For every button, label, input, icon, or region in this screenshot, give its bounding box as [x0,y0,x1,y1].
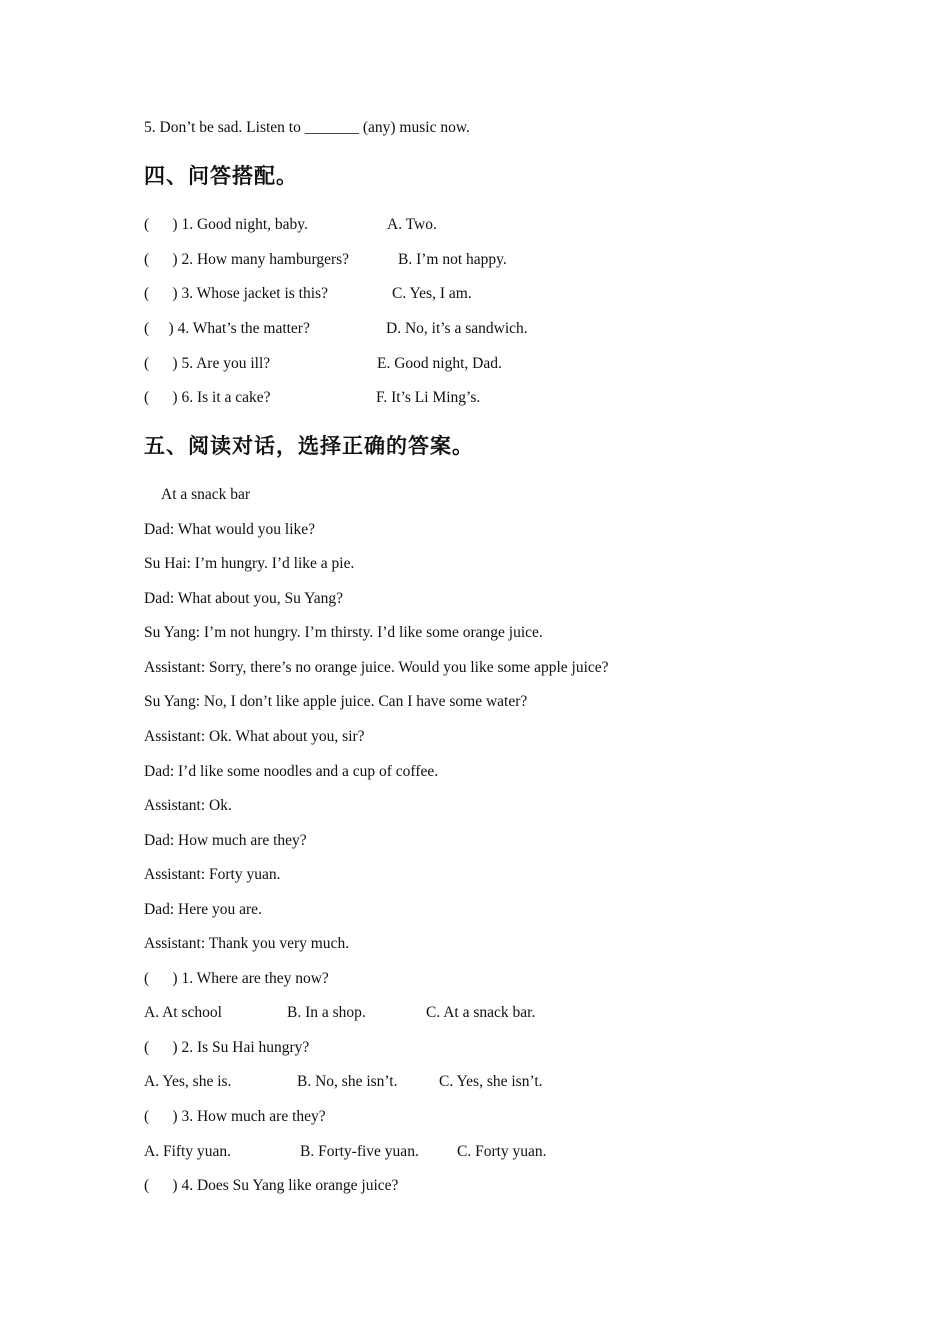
dialogue-title: At a snack bar [161,486,251,503]
section-4-heading: 四、问答搭配。 [144,164,298,188]
dialogue-line: Assistant: Thank you very much. [144,935,350,952]
reading-question-2: ( ) 2. Is Su Hai hungry? [144,1039,310,1056]
dialogue-line: Su Yang: No, I don’t like apple juice. Can I have some water? [144,693,528,710]
dialogue-line: Assistant: Ok. [144,797,232,814]
dialogue-line: Assistant: Ok. What about you, sir? [144,728,365,745]
match-answer: F. It’s Li Ming’s. [376,389,481,406]
option-b: B. In a shop. [287,1004,366,1021]
dialogue-line: Dad: I’d like some noodles and a cup of coffee. [144,763,439,780]
match-answer: E. Good night, Dad. [377,355,502,372]
match-question: ( ) 3. Whose jacket is this? [144,285,328,302]
options-row-1 [144,1003,744,1023]
reading-question-3: ( ) 3. How much are they? [144,1108,326,1125]
option-a: A. Fifty yuan. [144,1143,231,1160]
options-row-3 [144,1142,744,1162]
dialogue-line: Assistant: Forty yuan. [144,866,281,883]
option-b: B. Forty-five yuan. [300,1143,419,1160]
option-c: C. Forty yuan. [457,1143,547,1160]
option-b: B. No, she isn’t. [297,1073,398,1090]
reading-question-4: ( ) 4. Does Su Yang like orange juice? [144,1177,399,1194]
match-answer: D. No, it’s a sandwich. [386,320,528,337]
section-5-heading: 五、阅读对话，选择正确的答案。 [144,434,474,458]
dialogue-line: Dad: What would you like? [144,521,316,538]
dialogue-line: Dad: Here you are. [144,901,262,918]
match-answer: A. Two. [387,216,437,233]
option-a: A. Yes, she is. [144,1073,232,1090]
fill-in-question-5: 5. Don’t be sad. Listen to _______ (any) music now. [144,119,470,136]
match-question: ( ) 6. Is it a cake? [144,389,271,406]
match-question: ( ) 2. How many hamburgers? [144,251,350,268]
match-question: ( ) 1. Good night, baby. [144,216,308,233]
option-c: C. Yes, she isn’t. [439,1073,543,1090]
match-question: ( ) 5. Are you ill? [144,355,271,372]
dialogue-line: Dad: How much are they? [144,832,307,849]
dialogue-line: Dad: What about you, Su Yang? [144,590,344,607]
dialogue-line: Su Hai: I’m hungry. I’d like a pie. [144,555,355,572]
dialogue-line: Su Yang: I’m not hungry. I’m thirsty. I’d like some orange juice. [144,624,543,641]
option-a: A. At school [144,1004,222,1021]
reading-question-1: ( ) 1. Where are they now? [144,970,329,987]
dialogue-line: Assistant: Sorry, there’s no orange juice. Would you like some apple juice? [144,659,609,676]
match-answer: B. I’m not happy. [398,251,507,268]
option-c: C. At a snack bar. [426,1004,536,1021]
match-question: ( ) 4. What’s the matter? [144,320,310,337]
match-answer: C. Yes, I am. [392,285,472,302]
options-row-2 [144,1072,744,1092]
